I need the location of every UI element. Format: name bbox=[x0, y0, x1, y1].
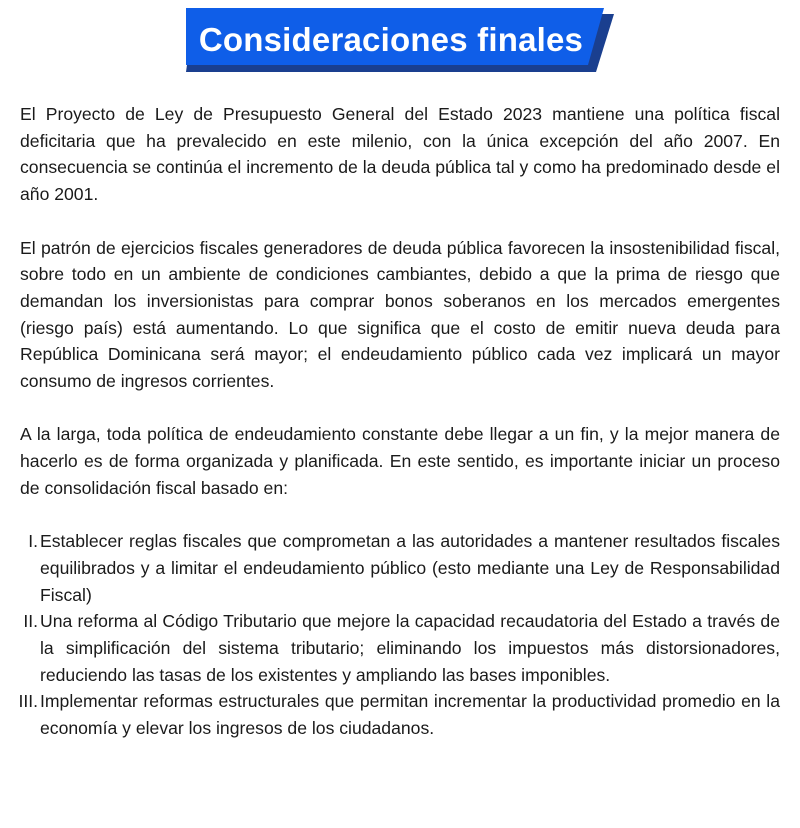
paragraph-3: A la larga, toda política de endeudamiento constante debe llegar a un fin, y la mejor manera de hacerlo es de forma organizada y planificada. En este sentido, es importante iniciar un proceso de consolidación fiscal basado en: bbox=[20, 424, 780, 498]
list-item-text: Establecer reglas fiscales que comprometan a las autoridades a mantener resultados fiscales equilibrados y a limitar el endeudamiento público (esto mediante una Ley de Responsabilidad Fiscal) bbox=[40, 531, 780, 605]
list-item-text: Una reforma al Código Tributario que mejore la capacidad recaudatoria del Estado a través de la simplificación del sistema tributario; eliminando los impuestos más distorsionadores, reduciendo las tasas de los existentes y ampliando las bases imponibles. bbox=[40, 611, 780, 685]
list-item bbox=[20, 528, 780, 608]
list-marker: I. bbox=[28, 531, 38, 552]
title-banner bbox=[186, 8, 614, 72]
list-item-text: Implementar reformas estructurales que permitan incrementar la productividad promedio en la economía y elevar los ingresos de los ciudadanos. bbox=[40, 691, 780, 739]
paragraph-1: El Proyecto de Ley de Presupuesto General del Estado 2023 mantiene una política fiscal deficitaria que ha prevalecido en este milenio, con la única excepción del año 2007. En consecuencia se continúa el incremento de la deuda pública tal y como ha predominado desde el año 2001. bbox=[20, 104, 780, 205]
page-title: Consideraciones finales bbox=[198, 21, 584, 58]
document-body bbox=[20, 101, 780, 742]
paragraph-2: El patrón de ejercicios fiscales generadores de deuda pública favorecen la insostenibilidad fiscal, sobre todo en un ambiente de condiciones cambiantes, debido a que la prima de riesgo que demandan los inversionistas para comprar bonos soberanos en los mercados emergentes (riesgo país) está aumentando. Lo que significa que el costo de emitir nueva deuda para República Dominicana será mayor; el endeudamiento público cada vez implicará un mayor consumo de ingresos corrientes. bbox=[20, 237, 780, 392]
measures-list bbox=[20, 528, 780, 742]
list-item bbox=[20, 688, 780, 741]
list-marker: II. bbox=[23, 611, 38, 632]
list-item bbox=[20, 608, 780, 688]
list-marker: III. bbox=[18, 691, 38, 712]
